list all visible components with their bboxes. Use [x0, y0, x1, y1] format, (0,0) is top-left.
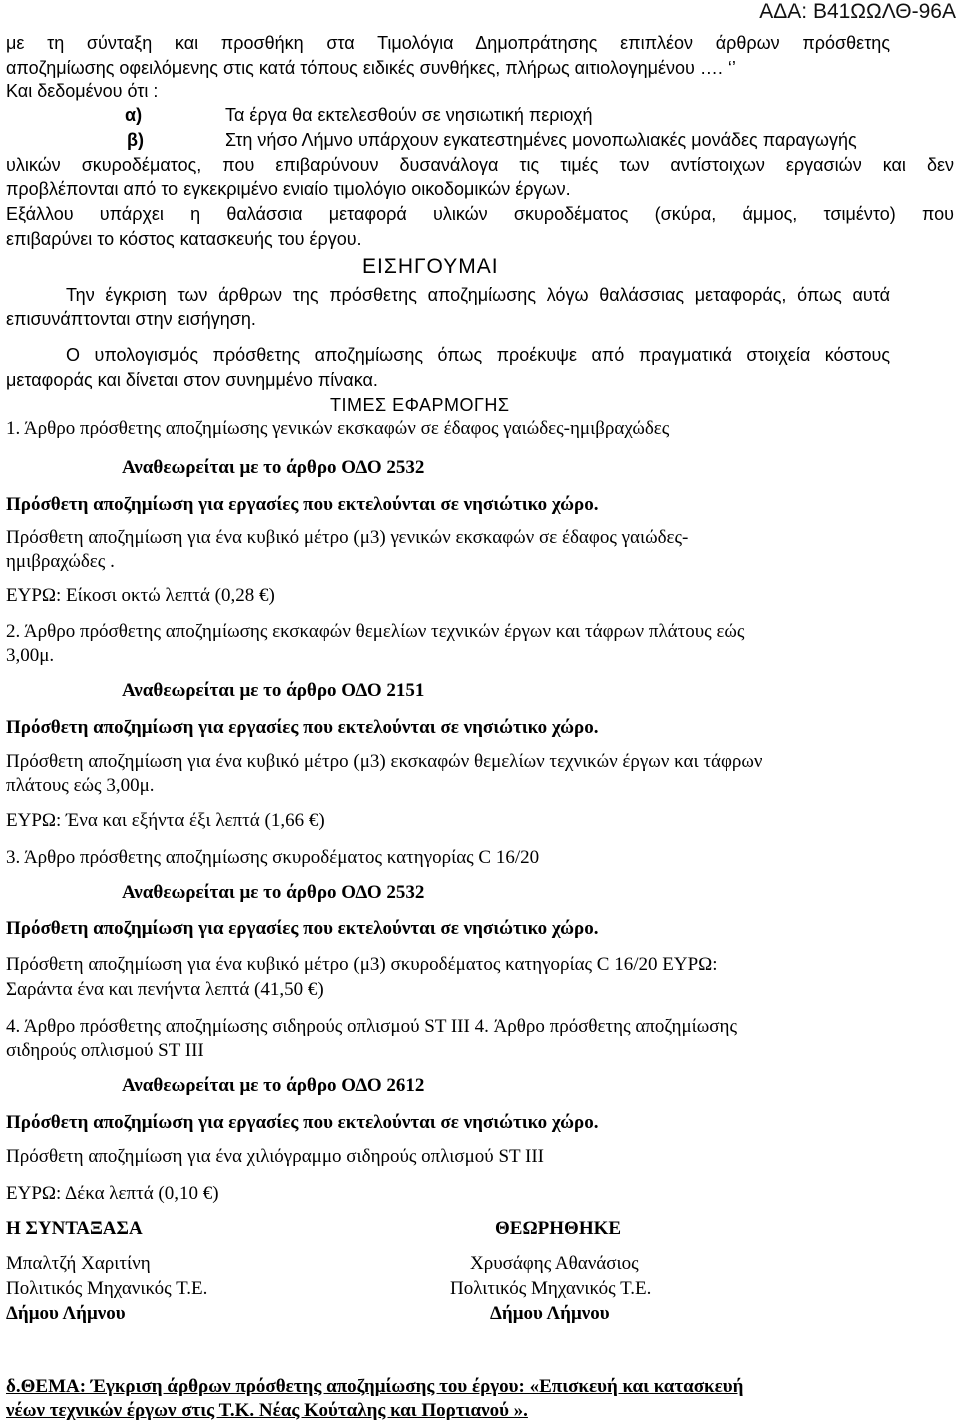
subject-line-1: δ.ΘΕΜΑ: Έγκριση άρθρων πρόσθετης αποζημίωσης του έργου: «Επισκευή και κατασκευή: [6, 1376, 744, 1397]
item-b-text-3: προβλέπονται από το εγκεκριμένο ενιαίο τιμολόγιο οικοδομικών έργων.: [6, 179, 571, 199]
intro-line-1: με τη σύνταξη και προσθήκη στα Τιμολόγια Δημοπράτησης επιπλέον άρθρων πρόσθετης: [6, 33, 890, 53]
article-2-ref: Αναθεωρείται με το άρθρο ΟΔΟ 2151: [122, 680, 425, 701]
proposal-p1-line-2: επισυνάπτονται στην εισήγηση.: [6, 309, 256, 329]
ada-code: ΑΔΑ: Β41ΩΩΛΘ-96Α: [759, 0, 956, 23]
signature-left-role: Πολιτικός Μηχανικός Τ.Ε.: [6, 1278, 208, 1299]
article-3-ref: Αναθεωρείται με το άρθρο ΟΔΟ 2532: [122, 882, 425, 903]
item-b-label: β): [127, 130, 144, 150]
signature-right-role: Πολιτικός Μηχανικός Τ.Ε.: [450, 1278, 652, 1299]
article-2-desc-1: Πρόσθετη αποζημίωση για ένα κυβικό μέτρο (μ3) εκσκαφών θεμελίων τεχνικών έργων και τάφρων: [6, 751, 763, 772]
extra-line-2: επιβαρύνει το κόστος κατασκευής του έργου.: [6, 229, 362, 249]
intro-line-2: αποζημίωσης οφειλόμενης στις κατά τόπους ειδικές συνθήκες, πλήρως αιτιολογημένου …. ‘’: [6, 58, 736, 78]
article-2-desc-2: πλάτους εώς 3,00μ.: [6, 775, 155, 796]
proposal-p1-line-1: Την έγκριση των άρθρων της πρόσθετης αποζημίωσης λόγω θαλάσσιας μεταφοράς, όπως αυτά: [66, 285, 890, 305]
article-1-desc-1: Πρόσθετη αποζημίωση για ένα κυβικό μέτρο (μ3) γενικών εκσκαφών σε έδαφος γαιώδες-: [6, 527, 689, 548]
article-3-desc-2: Σαράντα ένα και πενήντα λεπτά (41,50 €): [6, 979, 324, 1000]
extra-line-1: Εξάλλου υπάρχει η θαλάσσια μεταφορά υλικών σκυροδέματος (σκύρα, άμμος, τσιμέντο) που: [6, 204, 954, 224]
article-2-title-2: 3,00μ.: [6, 645, 55, 666]
article-1-title: 1. Άρθρο πρόσθετης αποζημίωσης γενικών εκσκαφών σε έδαφος γαιώδες-ημιβραχώδες: [6, 418, 670, 439]
article-4-title-1: 4. Άρθρο πρόσθετης αποζημίωσης σιδηρούς οπλισμού ST III 4. Άρθρο πρόσθετης αποζημίωσης: [6, 1016, 737, 1037]
item-a-label: α): [125, 105, 143, 125]
article-3-extra: Πρόσθετη αποζημίωση για εργασίες που εκτελούνται σε νησιώτικο χώρο.: [6, 918, 599, 939]
signature-left-name: Μπαλτζή Χαριτίνη: [6, 1253, 151, 1274]
proposal-p2-line-1: Ο υπολογισμός πρόσθετης αποζημίωσης όπως προέκυψε από πραγματικά στοιχεία κόστους: [66, 345, 890, 365]
prices-heading: ΤΙΜΕΣ ΕΦΑΡΜΟΓΗΣ: [330, 395, 510, 415]
item-b-text-2: υλικών σκυροδέματος, που επιβαρύνουν δυσανάλογα τις τιμές των αντίστοιχων εργασιών και δεν: [6, 155, 954, 175]
article-4-title-2: σιδηρούς οπλισμού ST III: [6, 1040, 204, 1061]
article-3-title: 3. Άρθρο πρόσθετης αποζημίωσης σκυροδέματος κατηγορίας C 16/20: [6, 847, 540, 868]
signature-right-heading: ΘΕΩΡΗΘΗΚΕ: [495, 1218, 622, 1239]
article-1-price: ΕΥΡΩ: Είκοσι οκτώ λεπτά (0,28 €): [6, 585, 275, 606]
proposal-heading: ΕΙΣΗΓΟΥΜΑΙ: [362, 255, 499, 278]
item-a-text: Τα έργα θα εκτελεσθούν σε νησιωτική περιοχή: [225, 105, 593, 125]
article-2-title-1: 2. Άρθρο πρόσθετης αποζημίωσης εκσκαφών θεμελίων τεχνικών έργων και τάφρων πλάτους εώς: [6, 621, 745, 642]
article-4-extra: Πρόσθετη αποζημίωση για εργασίες που εκτελούνται σε νησιώτικο χώρο.: [6, 1112, 599, 1133]
article-2-price: ΕΥΡΩ: Ένα και εξήντα έξι λεπτά (1,66 €): [6, 810, 325, 831]
intro-line-3: Και δεδομένου ότι :: [6, 81, 159, 101]
article-3-desc-1: Πρόσθετη αποζημίωση για ένα κυβικό μέτρο (μ3) σκυροδέματος κατηγορίας C 16/20 ΕΥΡΩ:: [6, 954, 718, 975]
article-2-extra: Πρόσθετη αποζημίωση για εργασίες που εκτελούνται σε νησιώτικο χώρο.: [6, 717, 599, 738]
subject-line-2: νέων τεχνικών έργων στις Τ.Κ. Νέας Κούταλης και Πορτιανού ».: [6, 1400, 528, 1421]
article-4-ref: Αναθεωρείται με το άρθρο ΟΔΟ 2612: [122, 1075, 425, 1096]
article-4-desc-1: Πρόσθετη αποζημίωση για ένα χιλιόγραμμο σιδηρούς οπλισμού ST III: [6, 1146, 545, 1167]
article-1-extra: Πρόσθετη αποζημίωση για εργασίες που εκτελούνται σε νησιώτικο χώρο.: [6, 494, 599, 515]
item-b-text-1: Στη νήσο Λήμνο υπάρχουν εγκατεστημένες μονοπωλιακές μονάδες παραγωγής: [225, 130, 857, 150]
signature-left-heading: Η ΣΥΝΤΑΞΑΣΑ: [6, 1218, 143, 1239]
proposal-p2-line-2: μεταφοράς και δίνεται στον συνημμένο πίνακα.: [6, 370, 378, 390]
signature-right-org: Δήμου Λήμνου: [490, 1303, 610, 1324]
article-4-price: ΕΥΡΩ: Δέκα λεπτά (0,10 €): [6, 1183, 219, 1204]
signature-left-org: Δήμου Λήμνου: [6, 1303, 126, 1324]
article-1-ref: Αναθεωρείται με το άρθρο ΟΔΟ 2532: [122, 457, 425, 478]
signature-right-name: Χρυσάφης Αθανάσιος: [470, 1253, 639, 1274]
article-1-desc-2: ημιβραχώδες .: [6, 551, 115, 572]
